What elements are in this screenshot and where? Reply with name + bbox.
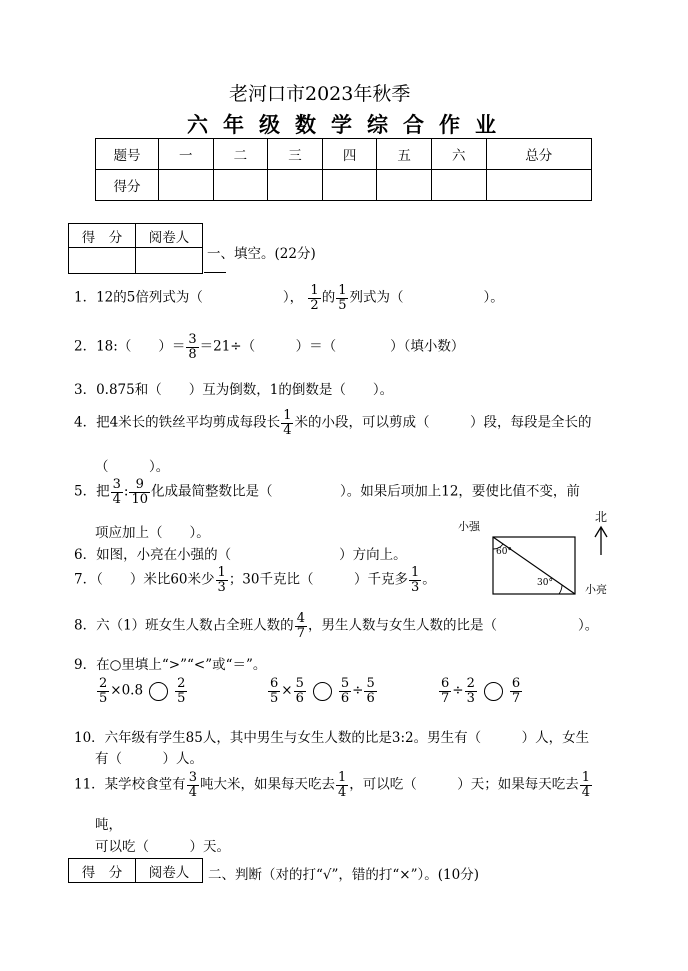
score-header-cell: 一: [159, 139, 214, 170]
question-10: 10．六年级有学生85人，其中男生与女生人数的比是3:2。男生有（ ）人，女生: [74, 730, 590, 746]
question-5: 5．把 $\frac{3}{4}$ : $\frac{9}{10}$ 化成最简整数比是（ ）。如果后项加上12，要使比值不变，前: [74, 477, 580, 507]
grader-score-label: 得 分: [69, 224, 136, 248]
grader-box-1: [68, 223, 203, 274]
section-1-title: 一、填空。(22分): [207, 246, 316, 262]
fraction: $\frac{1}{3}$: [217, 565, 226, 595]
compare-circle[interactable]: [484, 682, 503, 701]
section-2-title: 二、判断（对的打“√”，错的打“×”）。(10分): [208, 867, 479, 883]
score-cell[interactable]: [377, 170, 432, 201]
label-angle-30: 30°: [537, 578, 553, 588]
question-6: 6．如图，小亮在小强的（ ）方向上。: [74, 547, 407, 563]
fraction: $\frac{9}{10}$: [131, 477, 148, 507]
label-xiaoliang: 小亮: [585, 583, 607, 596]
score-header-cell: 二: [213, 139, 268, 170]
score-header-cell: 五: [377, 139, 432, 170]
fraction: $\frac{1}{4}$: [337, 770, 347, 800]
question-8: 8．六（1）班女生人数占全班人数的 $\frac{4}{7}$ ，男生人数与女生人数的比是（ ）。: [74, 611, 599, 641]
question-11: 11．某学校食堂有 $\frac{3}{4}$ 吨大米，如果每天吃去 $\frac{1}{4}$ ，可以吃（ ）天；如果每天吃去 $\frac{1}{4}$: [74, 770, 591, 800]
fraction: $\frac{3}{4}$: [112, 477, 121, 507]
compare-circle[interactable]: [313, 682, 332, 701]
fraction: $\frac{4}{7}$: [296, 611, 305, 641]
question-9: 9．在○里填上“>”“<”或“＝”。: [74, 657, 267, 673]
angle-arc-2: [559, 585, 562, 594]
question-11-cont-1: 吨，: [95, 817, 122, 833]
title-line-1: 老河口市2023年秋季: [229, 83, 411, 105]
question-10-cont: 有（ ）人。: [95, 751, 203, 767]
fraction: $\frac{1}{4}$: [581, 770, 591, 800]
question-5-cont: 项应加上（ ）。: [95, 525, 210, 541]
score-cell[interactable]: [268, 170, 323, 201]
score-cell[interactable]: [431, 170, 486, 201]
score-row-label: 得分: [96, 170, 159, 201]
title-line-2: 六年级数学综合作业: [187, 112, 511, 137]
score-cell[interactable]: [159, 170, 214, 201]
grader-name-label: 阅卷人: [136, 859, 203, 883]
compare-expr-3: $\frac{6}{7}$ ÷ $\frac{2}{3}$ $\frac{6}{7}$: [441, 676, 521, 706]
score-cell[interactable]: [322, 170, 377, 201]
grader-name-label: 阅卷人: [136, 224, 203, 248]
question-2: 2．18:（ ）＝ $\frac{3}{8}$ ＝21÷（ ）＝（ ）（填小数）: [74, 332, 465, 362]
question-4: 4．把4米长的铁丝平均剪成每段长 $\frac{1}{4}$ 米的小段，可以剪成（ ）段，每段是全长的: [74, 408, 592, 438]
score-header-cell: 六: [431, 139, 486, 170]
compare-expr-1: $\frac{2}{5}$ ×0.8 $\frac{2}{5}$: [99, 676, 186, 706]
score-table: [95, 138, 592, 201]
fraction: $\frac{3}{8}$: [188, 332, 197, 362]
grader-score-label: 得 分: [69, 859, 136, 883]
label-north: 北: [595, 510, 608, 524]
score-header-cell: 四: [322, 139, 377, 170]
fraction: $\frac{1}{5}$: [338, 283, 347, 313]
score-header-cell: 题号: [96, 139, 159, 170]
label-angle-60: 60°: [496, 547, 512, 557]
grader-name-cell[interactable]: [136, 248, 203, 274]
question-7: 7．（ ）米比60米少 $\frac{1}{3}$ ；30千克比（ ）千克多 $\frac{1}{3}$ 。: [74, 565, 436, 595]
question-4-cont: （ ）。: [95, 459, 170, 475]
score-header-cell: 总分: [486, 139, 591, 170]
question-11-cont-2: 可以吃（ ）天。: [95, 839, 230, 855]
question-3: 3．0.875和（ ）互为倒数，1的倒数是（ ）。: [74, 382, 394, 398]
compare-circle[interactable]: [149, 682, 168, 701]
question-1: 1．12的5倍列式为（ ）， $\frac{1}{2}$ 的 $\frac{1}{5}$ 列式为（ ）。: [74, 283, 504, 313]
grader-score-cell[interactable]: [69, 248, 136, 274]
fraction: $\frac{1}{4}$: [283, 408, 292, 438]
fraction: $\frac{1}{3}$: [411, 565, 420, 595]
section-underline: [204, 272, 226, 273]
score-cell[interactable]: [486, 170, 591, 201]
score-header-cell: 三: [268, 139, 323, 170]
label-xiaoqiang: 小强: [458, 520, 480, 533]
score-cell[interactable]: [213, 170, 268, 201]
grader-box-2: [68, 858, 203, 883]
fraction: $\frac{1}{2}$: [310, 283, 319, 313]
figure-diagonal: [493, 537, 575, 594]
compare-expr-2: $\frac{6}{5}$ × $\frac{5}{6}$ $\frac{5}{6}$ ÷ $\frac{5}{6}$: [270, 676, 375, 706]
fraction: $\frac{3}{4}$: [188, 770, 197, 800]
